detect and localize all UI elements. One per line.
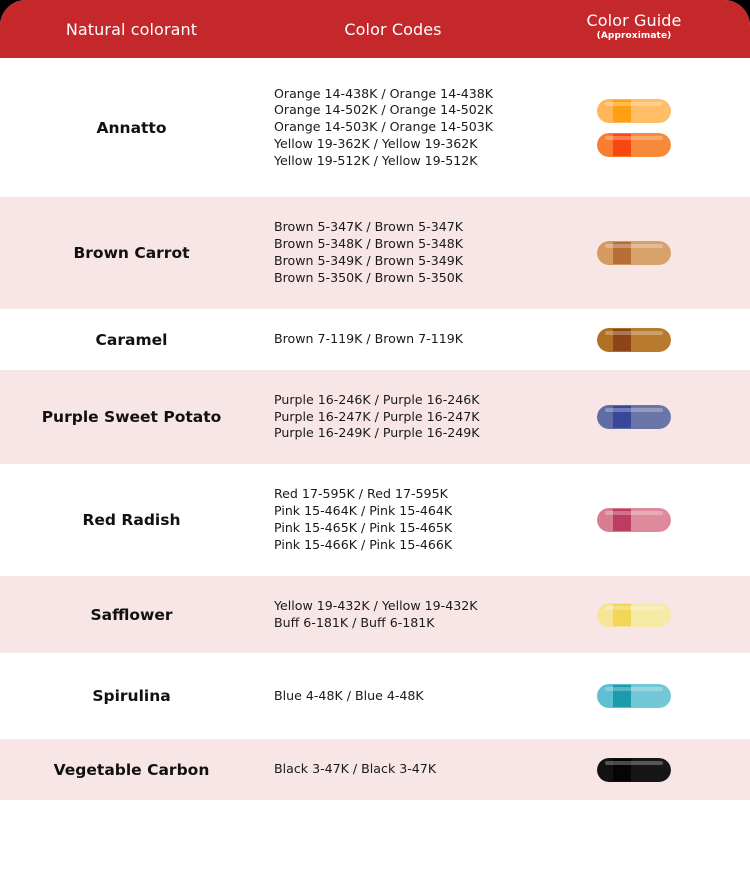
color-code: Orange 14-502K / Orange 14-502K <box>274 102 494 118</box>
color-guide <box>597 739 673 800</box>
colorant-name: Brown Carrot <box>73 244 190 262</box>
color-guide <box>597 370 673 464</box>
capsule-swatch-icon <box>597 603 671 627</box>
table-row-brown-carrot <box>0 197 750 309</box>
color-guide <box>597 576 673 653</box>
colorant-name: Annatto <box>96 118 167 137</box>
color-codes-list <box>274 309 534 370</box>
color-code: Buff 6-181K / Buff 6-181K <box>274 614 435 630</box>
color-codes-list <box>274 197 534 309</box>
colorant-name: Red Radish <box>82 511 181 529</box>
colorant-name: Purple Sweet Potato <box>41 408 222 426</box>
colorant-name: Spirulina <box>92 687 171 705</box>
color-guide <box>597 464 673 576</box>
color-codes-list <box>274 739 534 800</box>
header-color-guide <box>523 0 745 58</box>
color-code: Purple 16-246K / Purple 16-246K <box>274 391 480 407</box>
color-guide <box>597 653 673 739</box>
header-natural-colorant <box>0 0 263 58</box>
colorant-name: Vegetable Carbon <box>53 760 210 779</box>
capsule-swatch-icon <box>597 133 671 157</box>
color-code: Yellow 19-512K / Yellow 19-512K <box>274 152 478 168</box>
header-label: Color Guide <box>586 11 682 30</box>
color-code: Pink 15-464K / Pink 15-464K <box>274 503 453 519</box>
color-code: Pink 15-466K / Pink 15-466K <box>274 536 453 552</box>
header-label: Color Codes <box>344 19 442 39</box>
color-codes-list <box>274 464 534 576</box>
capsule-swatch-icon <box>597 241 671 265</box>
color-codes-list <box>274 58 534 197</box>
capsule-swatch-icon <box>597 508 671 532</box>
table-row-purple-sweet-potato <box>0 370 750 464</box>
table-row-safflower <box>0 576 750 653</box>
color-code: Yellow 19-362K / Yellow 19-362K <box>274 135 478 151</box>
capsule-swatch-icon <box>597 684 671 708</box>
color-code: Brown 5-350K / Brown 5-350K <box>274 269 464 285</box>
color-codes-list <box>274 370 534 464</box>
header-label: Natural colorant <box>65 19 198 39</box>
table-header <box>0 0 750 58</box>
color-code: Orange 14-503K / Orange 14-503K <box>274 119 494 135</box>
color-guide <box>597 197 673 309</box>
color-guide <box>597 309 673 370</box>
color-code: Black 3-47K / Black 3-47K <box>274 761 437 777</box>
color-guide <box>597 58 673 197</box>
capsule-swatch-icon <box>597 99 671 123</box>
color-code: Brown 5-348K / Brown 5-348K <box>274 236 464 252</box>
color-code: Brown 5-349K / Brown 5-349K <box>274 253 464 268</box>
colorant-name: Safflower <box>90 605 173 624</box>
color-codes-list <box>274 576 534 653</box>
table-row-vegetable-carbon <box>0 739 750 800</box>
color-code: Blue 4-48K / Blue 4-48K <box>274 687 424 703</box>
color-code: Yellow 19-432K / Yellow 19-432K <box>274 597 478 613</box>
capsule-swatch-icon <box>597 405 671 429</box>
color-code: Purple 16-247K / Purple 16-247K <box>274 408 480 424</box>
color-code: Brown 7-119K / Brown 7-119K <box>274 331 464 347</box>
capsule-swatch-icon <box>597 328 671 352</box>
colorant-name: Caramel <box>95 330 168 349</box>
color-code: Orange 14-438K / Orange 14-438K <box>274 85 494 101</box>
header-color-codes <box>263 0 523 58</box>
table-row-red-radish <box>0 464 750 576</box>
color-code: Purple 16-249K / Purple 16-249K <box>274 425 480 441</box>
table-row-spirulina <box>0 653 750 739</box>
table-row-annatto <box>0 58 750 197</box>
capsule-swatch-icon <box>597 758 671 782</box>
color-code: Red 17-595K / Red 17-595K <box>274 486 448 502</box>
table-row-caramel <box>0 309 750 370</box>
header-sublabel: (Approximate) <box>596 31 672 41</box>
color-codes-list <box>274 653 534 739</box>
color-code: Pink 15-465K / Pink 15-465K <box>274 520 453 535</box>
color-code: Brown 5-347K / Brown 5-347K <box>274 219 464 235</box>
